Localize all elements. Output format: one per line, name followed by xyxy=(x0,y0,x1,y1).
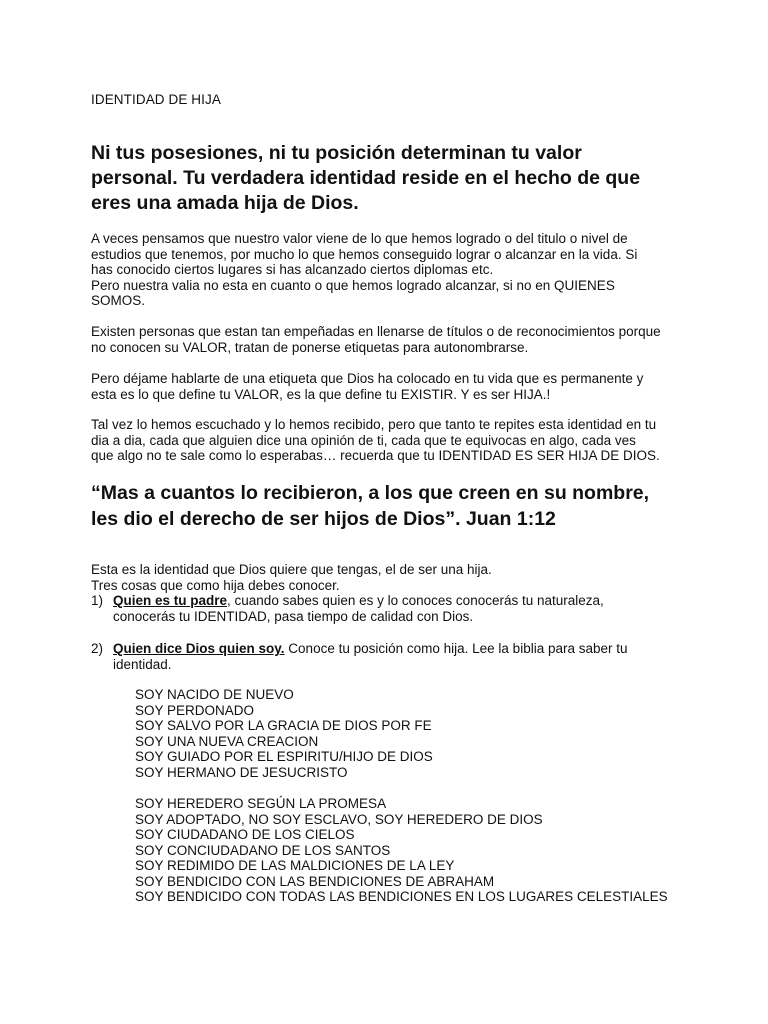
soy-list-item: SOY BENDICIDO CON LAS BENDICIONES DE ABRAHAM xyxy=(135,873,495,889)
paragraph-line: esta es lo que define tu VALOR, es la que define tu EXISTIR. Y es ser HIJA.! xyxy=(91,386,551,402)
list-item-text: , cuando sabes quien es y lo conoces conocerás tu naturaleza, xyxy=(227,593,604,608)
list-item-lead: Quien es tu padre xyxy=(113,593,228,608)
soy-list-item: SOY SALVO POR LA GRACIA DE DIOS POR FE xyxy=(135,718,432,733)
paragraph-line: que algo no te sale como lo esperabas… recuerda que tu IDENTIDAD ES SER HIJA DE DIOS. xyxy=(91,448,660,463)
paragraph-line: has conocido ciertos lugares si has alcanzado ciertos diplomas etc. xyxy=(91,262,494,277)
soy-list-item: SOY BENDICIDO CON TODAS LAS BENDICIONES EN LOS LUGARES CELESTIALES xyxy=(135,889,668,904)
soy-list-item: SOY HERMANO DE JESUCRISTO xyxy=(135,764,348,780)
list-item-body xyxy=(113,641,673,672)
soy-list-item: SOY UNA NUEVA CREACION xyxy=(135,733,319,749)
paragraph-line: Pero nuestra valia no esta en cuanto o que hemos logrado alcanzar, si no en QUIENES xyxy=(91,277,615,293)
soy-list-item: SOY CONCIUDADANO DE LOS SANTOS xyxy=(135,842,391,858)
list-item-text: Conoce tu posición como hija. Lee la biblia para saber tu xyxy=(284,641,628,656)
document-title: IDENTIDAD DE HIJA xyxy=(91,92,221,107)
soy-list-item: SOY PERDONADO xyxy=(135,702,255,718)
paragraph-line: A veces pensamos que nuestro valor viene de lo que hemos logrado o del titulo o nivel de xyxy=(91,231,628,246)
soy-list-1 xyxy=(135,687,433,780)
soy-list-item: SOY HEREDERO SEGÚN LA PROMESA xyxy=(135,796,387,811)
soy-list-2 xyxy=(135,796,668,905)
paragraph-4 xyxy=(91,417,691,464)
soy-list-item: SOY NACIDO DE NUEVO xyxy=(135,687,294,702)
headline-line: Ni tus posesiones, ni tu posición determinan tu valor xyxy=(91,142,582,164)
paragraph-line: no conocen su VALOR, tratan de ponerse etiquetas para autonombrarse. xyxy=(91,339,529,355)
soy-list-item: SOY GUIADO POR EL ESPIRITU/HIJO DE DIOS xyxy=(135,749,433,764)
intro-line: Esta es la identidad que Dios quiere que tengas, el de ser una hija. xyxy=(91,562,492,577)
paragraph-3 xyxy=(91,371,691,402)
soy-list-item: SOY CIUDADANO DE LOS CIELOS xyxy=(135,827,355,842)
quote-line: “Mas a cuantos lo recibieron, a los que creen en su nombre, xyxy=(91,482,650,504)
paragraph-line: Existen personas que estan tan empeñadas en llenarse de títulos o de reconocimientos porque xyxy=(91,324,661,339)
paragraph-line: Pero déjame hablarte de una etiqueta que Dios ha colocado en tu vida que es permanente y xyxy=(91,371,644,386)
list-item-text: identidad. xyxy=(113,656,172,672)
paragraph-line: estudios que tenemos, por mucho lo que hemos conseguido lograr o alcanzar en la vida. Si xyxy=(91,246,638,262)
soy-list-item: SOY ADOPTADO, NO SOY ESCLAVO, SOY HEREDERO DE DIOS xyxy=(135,811,543,827)
headline-line: personal. Tu verdadera identidad reside en el hecho de que xyxy=(91,167,641,189)
headline xyxy=(91,141,691,216)
list-number: 1) xyxy=(91,593,104,608)
headline-line: eres una amada hija de Dios. xyxy=(91,192,359,214)
paragraph-2 xyxy=(91,324,691,355)
paragraph-line: dia a dia, cada que alguien dice una opinión de ti, cada que te equivocas en algo, cada ves xyxy=(91,432,636,448)
list-item-body xyxy=(113,593,673,624)
bible-quote xyxy=(91,481,691,532)
quote-line: les dio el derecho de ser hijos de Dios”. Juan 1:12 xyxy=(91,507,556,530)
intro-paragraph xyxy=(91,562,691,593)
paragraph-line: Tal vez lo hemos escuchado y lo hemos recibido, pero que tanto te repites esta identidad en tu xyxy=(91,417,657,432)
paragraph-1 xyxy=(91,231,691,309)
list-item-text: conocerás tu IDENTIDAD, pasa tiempo de calidad con Dios. xyxy=(113,608,474,624)
soy-list-item: SOY REDIMIDO DE LAS MALDICIONES DE LA LEY xyxy=(135,858,455,873)
list-item-lead: Quien dice Dios quien soy. xyxy=(113,641,285,656)
intro-line: Tres cosas que como hija debes conocer. xyxy=(91,577,340,593)
paragraph-line: SOMOS. xyxy=(91,293,146,308)
list-number: 2) xyxy=(91,641,104,656)
